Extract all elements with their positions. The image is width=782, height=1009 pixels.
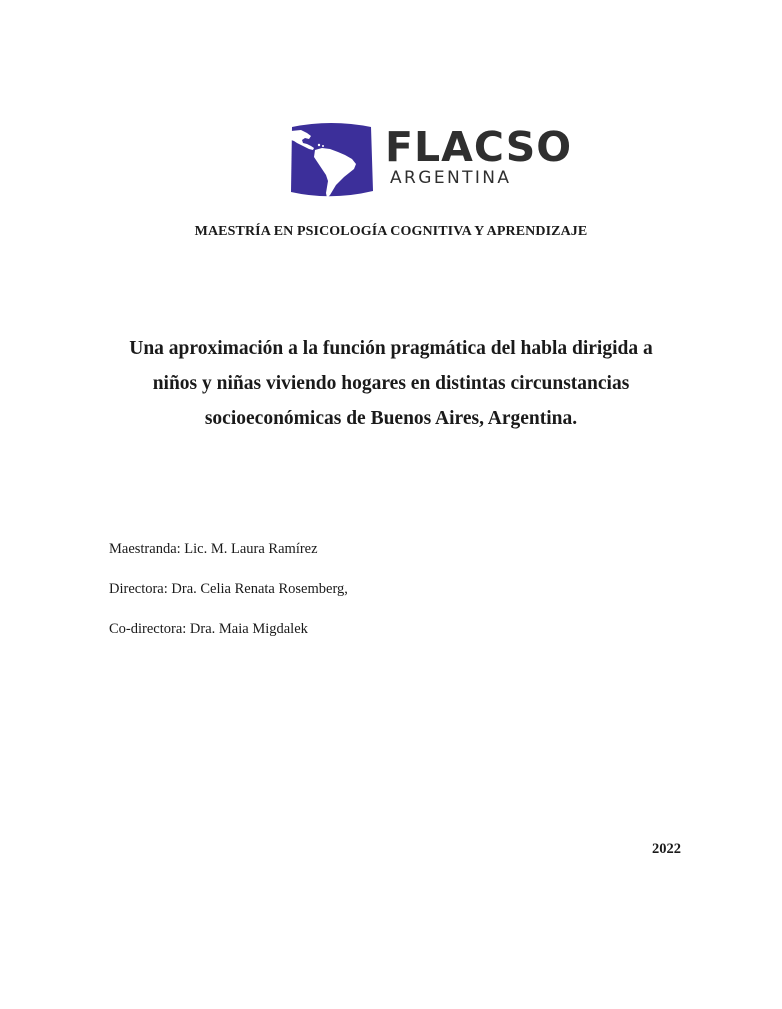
co-director-line: Co-directora: Dra. Maia Migdalek (109, 621, 308, 637)
publication-year: 2022 (652, 841, 681, 857)
thesis-title-line: niños y niñas viviendo hogares en distintas circunstancias (152, 373, 630, 394)
author-block (109, 540, 348, 660)
student-line: Maestranda: Lic. M. Laura Ramírez (109, 541, 318, 557)
latin-america-map-icon (289, 121, 374, 199)
thesis-title (100, 331, 682, 436)
flacso-logo (289, 121, 573, 201)
logo-country: ARGENTINA (390, 168, 512, 188)
thesis-title-line: socioeconómicas de Buenos Aires, Argentina. (204, 408, 578, 429)
thesis-title-line: Una aproximación a la función pragmática del habla dirigida a (129, 338, 653, 359)
director-line: Directora: Dra. Celia Renata Rosemberg, (109, 581, 348, 597)
logo-name: FLACSO (385, 123, 573, 171)
program-heading: MAESTRÍA EN PSICOLOGÍA COGNITIVA Y APRENDIZAJE (194, 224, 588, 239)
